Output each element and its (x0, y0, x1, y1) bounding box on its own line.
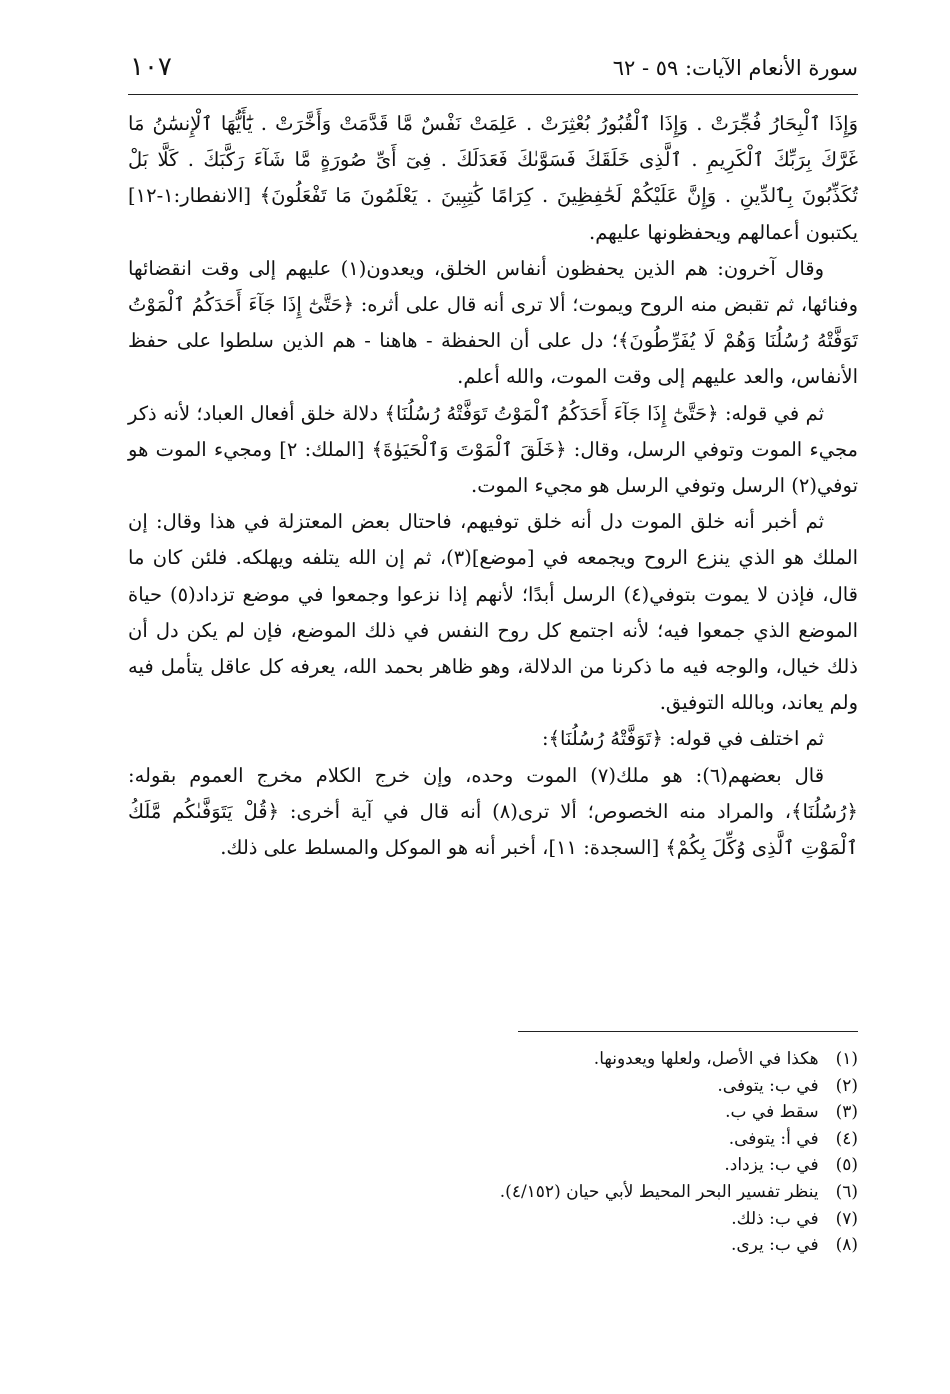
page-number: ١٠٧ (130, 52, 172, 82)
footnote-text: في ب: ذلك. (731, 1208, 819, 1229)
running-title: سورة الأنعام الآيات: ٥٩ - ٦٢ (612, 56, 858, 80)
footnote-text: سقط في ب. (725, 1102, 819, 1123)
paragraph: وقال آخرون: هم الذين يحفظون أنفاس الخلق، ويعدون(١) عليهم إلى وقت انقضائها وفنائها، ثم تقبض منه الروح ويموت؛ ألا ترى أنه قال على أثره: ﴿حَتَّىٰٓ إِذَا جَآءَ أَحَدَكُمُ ٱلْمَوْتُ تَوَفَّتْهُ رُسُلُنَا وَهُمْ لَا يُفَرِّطُونَ﴾؛ دل على أن الحفظة - هاهنا - هم الذين سلطوا على حفظ الأنفاس، والعد عليهم إلى وقت الموت، والله أعلم. (128, 256, 858, 389)
footnote-number: (٨) (835, 1235, 858, 1256)
footnote (128, 1232, 858, 1259)
footnote-number: (٢) (835, 1075, 858, 1096)
footnote-number: (٥) (835, 1155, 858, 1176)
footnote (128, 1073, 858, 1100)
page-header (128, 50, 858, 95)
footnotes-separator (518, 1031, 858, 1032)
footnote-text: في أ: يتوفى. (728, 1128, 819, 1149)
paragraph: ثم أخبر أنه خلق الموت دل أنه خلق توفيهم، فاحتال بعض المعتزلة في هذا وقال: إن الملك هو الذي ينزع الروح ويجمعه في [موضع](٣)، ثم إن الله يتلفه ويهلكه. فلئن كان ما قال، فإذن لا يموت بتوفي(٤) الرسل أبدًا؛ لأنهم إذا نزعوا وجمعوا في موضع تزداد(٥) حياة الموضع الذي جمعوا فيه؛ لأنه اجتمع كل روح النفس في ذلك الموضع، فإن لم يكن دل أن ذلك خيال، والوجه فيه ما ذكرنا من الدلالة، وهو ظاهر بحمد الله، يعرفه كل عاقل يتأمل فيه ولم يعاند، وبالله التوفيق. (128, 510, 859, 715)
footnote (128, 1206, 858, 1233)
footnote (128, 1179, 858, 1206)
footnote (128, 1046, 858, 1073)
footnote-number: (١) (835, 1049, 858, 1069)
paragraph: ثم اختلف في قوله: ﴿تَوَفَّتْهُ رُسُلُنَا﴾: (542, 727, 824, 751)
body-text (128, 106, 858, 866)
footnote (128, 1152, 858, 1179)
footnote-text: هكذا في الأصل، ولعلها ويعدونها. (593, 1049, 819, 1069)
footnote-text: في ب: يتوفى. (717, 1075, 819, 1096)
footnote-text: ينظر تفسير البحر المحيط لأبي حيان (٤/١٥٢). (499, 1181, 819, 1202)
footnote-text: في ب: يرى. (730, 1235, 819, 1256)
footnotes-list (128, 1046, 858, 1259)
footnote (128, 1099, 858, 1126)
paragraph: قال بعضهم(٦): هو ملك(٧) الموت وحده، وإن خرج الكلام مخرج العموم بقوله: ﴿رُسُلُنَا﴾، والمراد منه الخصوص؛ ألا ترى(٨) أنه قال في آية أخرى: ﴿قُلْ يَتَوَفَّىٰكُم مَّلَكُ ٱلْمَوْتِ ٱلَّذِى وُكِّلَ بِكُمْ﴾ [السجدة: ١١]، أخبر أنه هو الموكل والمسلط على ذلك. (128, 763, 858, 860)
paragraph: ثم في قوله: ﴿حَتَّىٰٓ إِذَا جَآءَ أَحَدَكُمُ ٱلْمَوْتُ تَوَفَّتْهُ رُسُلُنَا﴾ دلالة خلق أفعال العباد؛ لأنه ذكر مجيء الموت وتوفي الرسل، وقال: ﴿خَلَقَ ٱلْمَوْتَ وَٱلْحَيَوٰةَ﴾ [الملك: ٢] ومجيء الموت هو توفي(٢) الرسل وتوفي الرسل هو مجيء الموت. (128, 401, 858, 498)
footnote (128, 1126, 858, 1153)
footnote-number: (٣) (835, 1102, 858, 1123)
footnote-text: في ب: يزداد. (724, 1155, 819, 1176)
paragraph-verse-continuation: وَإِذَا ٱلْبِحَارُ فُجِّرَتْ . وَإِذَا ٱلْقُبُورُ بُعْثِرَتْ . عَلِمَتْ نَفْسٌ مَّا قَدَّمَتْ وَأَخَّرَتْ . يَٰٓأَيُّهَا ٱلْإِنسَٰنُ مَا غَرَّكَ بِرَبِّكَ ٱلْكَرِيمِ . ٱلَّذِى خَلَقَكَ فَسَوَّىٰكَ فَعَدَلَكَ . فِىٓ أَىِّ صُورَةٍ مَّا شَآءَ رَكَّبَكَ . كَلَّا بَلْ تُكَذِّبُونَ بِٱلدِّينِ . وَإِنَّ عَلَيْكُمْ لَحَٰفِظِينَ . كِرَامًا كَٰتِبِينَ . يَعْلَمُونَ مَا تَفْعَلُونَ﴾ [الانفطار:١-١٢] يكتبون أعمالهم ويحفظونها عليهم. (128, 112, 858, 244)
footnote-number: (٤) (835, 1128, 858, 1149)
footnote-number: (٧) (835, 1208, 858, 1229)
footnote-number: (٦) (835, 1181, 858, 1202)
